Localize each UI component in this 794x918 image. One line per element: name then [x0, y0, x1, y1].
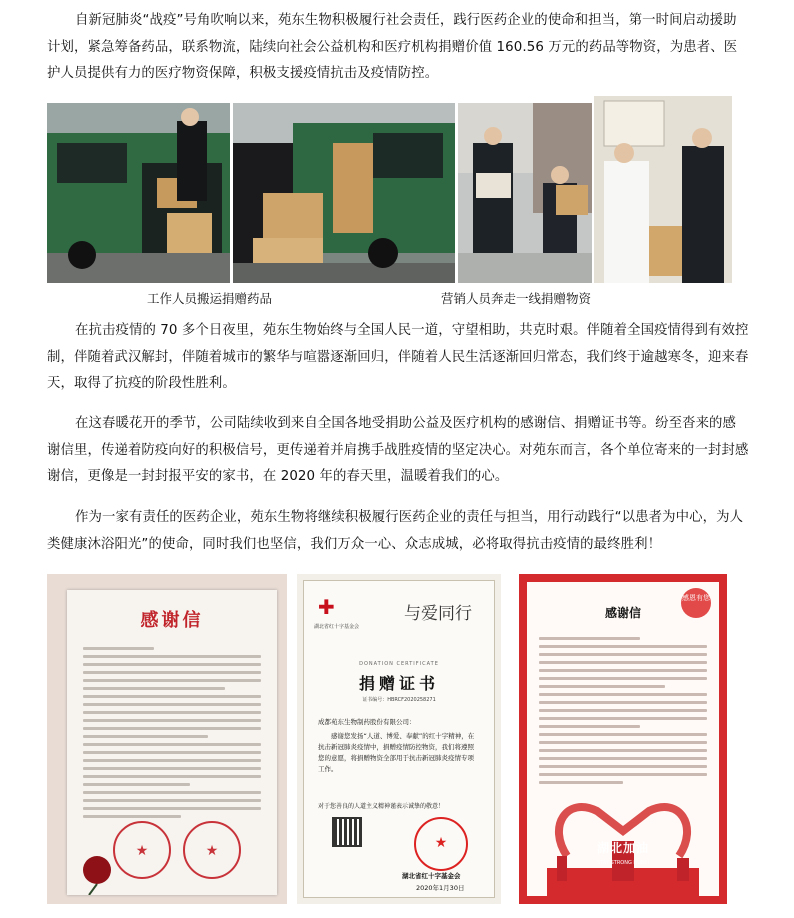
qr-code-icon [334, 819, 360, 845]
letter-3-title: 感谢信 [604, 606, 641, 620]
letter-1-title: 感谢信 [140, 610, 204, 631]
cert-date: 2020年1月30日 [416, 884, 465, 892]
caption-right: 营销人员奔走一线捐赠物资 [441, 291, 592, 306]
cert-thanks: 对于您善良的人道主义精神谨表示诚挚的敬意！ [318, 803, 445, 810]
photo-van-loading-2 [233, 103, 455, 283]
letter-1-body-lines [67, 632, 277, 818]
letter-3-banner: 湖北加油 [596, 841, 649, 855]
donation-certificate [297, 574, 501, 904]
paragraph-3: 在这春暖花开的季节，公司陆续收到来自全国各地受捐助公益及医疗机构的感谢信、捐赠证书等。纷至沓来的感谢信里，传递着防疫向好的积极信号，更传递着并肩携手战胜疫情的坚定决心。对苑东而言，各个单位寄来的一封封感谢信，更像是一封封报平安的家书，在 2020 年的春天里，温暖着我们的心。 [47, 416, 749, 484]
thank-you-letter-3 [519, 574, 727, 904]
letter-3-banner-en: STAY STRONG HUBEI [597, 860, 649, 866]
photo-van-loading-1 [47, 103, 230, 283]
cert-title: 捐赠证书 [358, 674, 439, 693]
cert-seal-text: 湖北省红十字基金会 [402, 872, 461, 880]
cert-brand: 与爱同行 [404, 604, 472, 624]
cert-logo-sub: 湖北省红十字基金会 [314, 624, 360, 630]
svg-text:★: ★ [135, 843, 149, 859]
caption-left: 工作人员搬运捐赠药品 [147, 291, 273, 306]
cert-body: 感谢您发扬“人道、博爱、奉献”的红十字精神，在抗击新冠肺炎疫情中，捐赠疫情防控物资，我们将遵照您的意愿，将捐赠物资全部用于抗击新冠肺炎疫情专项工作。 [318, 732, 475, 773]
thank-you-letter-1 [47, 574, 287, 904]
cert-seal-icon: ★ [414, 817, 468, 871]
seals-and-rose [67, 815, 277, 895]
cert-recipient: 成都苑东生物制药股份有限公司： [318, 718, 416, 726]
intro-paragraph: 自新冠肺炎“战疫”号角吹响以来，苑东生物积极履行社会责任，践行医药企业的使命和担当，第一时间启动援助计划，紧急筹备药品，联系物流，陆续向社会公益机构和医疗机构捐赠价值 160.56 万元的药品等物资，为患者、医护人员提供有力的医疗物资保障，积极支援疫情抗击及疫情防控。 [47, 13, 738, 81]
letter-3-body-lines [539, 632, 707, 789]
letter-3-badge: 感恩有您 [681, 588, 711, 618]
cert-en-title: DONATION CERTIFICATE [359, 661, 439, 667]
paragraph-4: 作为一家有责任的医药企业，苑东生物将继续积极履行医药企业的责任与担当，用行动践行“以患者为中心，为人类健康沐浴阳光”的使命，同时我们也坚信，我们万众一心、众志成城，必将取得抗击疫情的最终胜利！ [47, 510, 744, 552]
red-cross-icon: ✚ [318, 595, 335, 619]
photo-hospital-handover [594, 96, 732, 283]
photo-field-delivery [458, 103, 592, 283]
cert-number: 证书编号：HBRCF2020258271 [362, 697, 436, 703]
svg-text:★: ★ [205, 843, 219, 859]
paragraph-2: 在抗击疫情的 70 多个日夜里，苑东生物始终与全国人民一道，守望相助，共克时艰。伴随着全国疫情得到有效控制，伴随着武汉解封，伴随着城市的繁华与喧嚣逐渐回归，伴随着人民生活逐渐回归常态，我们终于逾越寒冬，迎来春天，取得了抗疫的阶段性胜利。 [47, 323, 749, 391]
